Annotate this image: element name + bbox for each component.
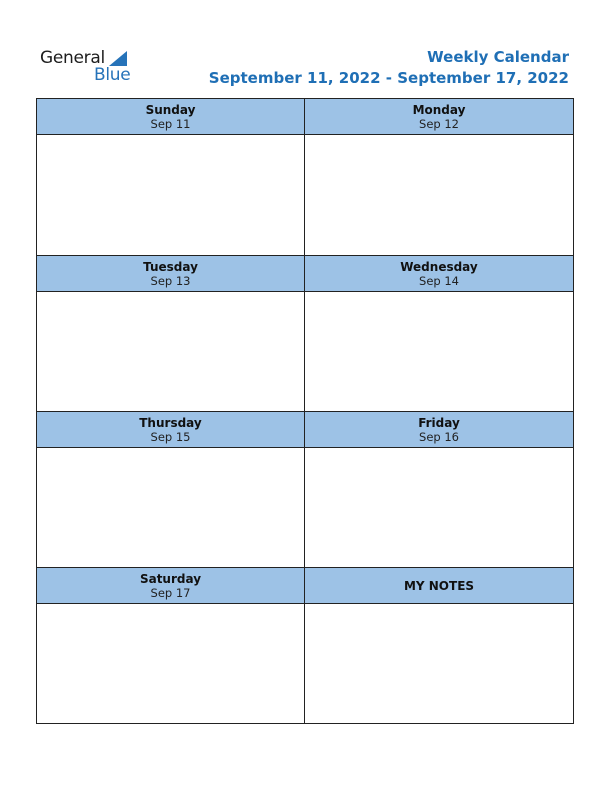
day-notes-area[interactable] (37, 604, 304, 723)
day-name: Wednesday (400, 259, 478, 274)
general-blue-logo (40, 46, 150, 86)
day-notes-area[interactable] (305, 292, 573, 411)
notes-area[interactable] (305, 604, 573, 723)
day-date: Sep 13 (150, 273, 191, 288)
day-notes-area[interactable] (37, 448, 304, 567)
day-name: Thursday (139, 415, 202, 430)
day-notes-area[interactable] (37, 292, 304, 411)
day-date: Sep 11 (150, 116, 191, 131)
day-notes-area[interactable] (37, 135, 304, 255)
day-name: Saturday (139, 571, 202, 586)
notes-title: MY NOTES (403, 578, 475, 593)
day-cell-sunday[interactable] (37, 99, 305, 255)
day-header (37, 568, 304, 604)
calendar-date-range: September 11, 2022 - September 17, 2022 (208, 69, 569, 87)
day-cell-wednesday[interactable] (305, 255, 573, 411)
logo-triangle-icon (109, 51, 127, 66)
day-header (37, 99, 304, 135)
weekly-calendar-grid (36, 98, 574, 724)
day-cell-thursday[interactable] (37, 411, 305, 567)
day-notes-area[interactable] (305, 448, 573, 567)
logo-text-blue: Blue (94, 65, 131, 85)
day-date: Sep 16 (419, 429, 459, 444)
day-date: Sep 15 (150, 429, 191, 444)
day-date: Sep 12 (419, 116, 459, 131)
day-name: Sunday (145, 102, 196, 117)
day-cell-monday[interactable] (305, 99, 573, 255)
day-name: Friday (418, 415, 460, 430)
day-header (37, 256, 304, 292)
calendar-title-block (209, 48, 569, 88)
day-date: Sep 14 (419, 273, 459, 288)
logo-text-general: General (40, 48, 105, 68)
calendar-title: Weekly Calendar (427, 48, 569, 66)
notes-cell[interactable] (305, 567, 573, 723)
day-header (305, 412, 573, 448)
day-header (305, 256, 573, 292)
notes-header (305, 568, 573, 604)
day-date: Sep 17 (150, 585, 191, 600)
day-cell-friday[interactable] (305, 411, 573, 567)
day-cell-saturday[interactable] (37, 567, 305, 723)
day-name: Monday (412, 102, 466, 117)
day-name: Tuesday (143, 259, 198, 274)
day-notes-area[interactable] (305, 135, 573, 255)
day-header (37, 412, 304, 448)
day-cell-tuesday[interactable] (37, 255, 305, 411)
day-header (305, 99, 573, 135)
